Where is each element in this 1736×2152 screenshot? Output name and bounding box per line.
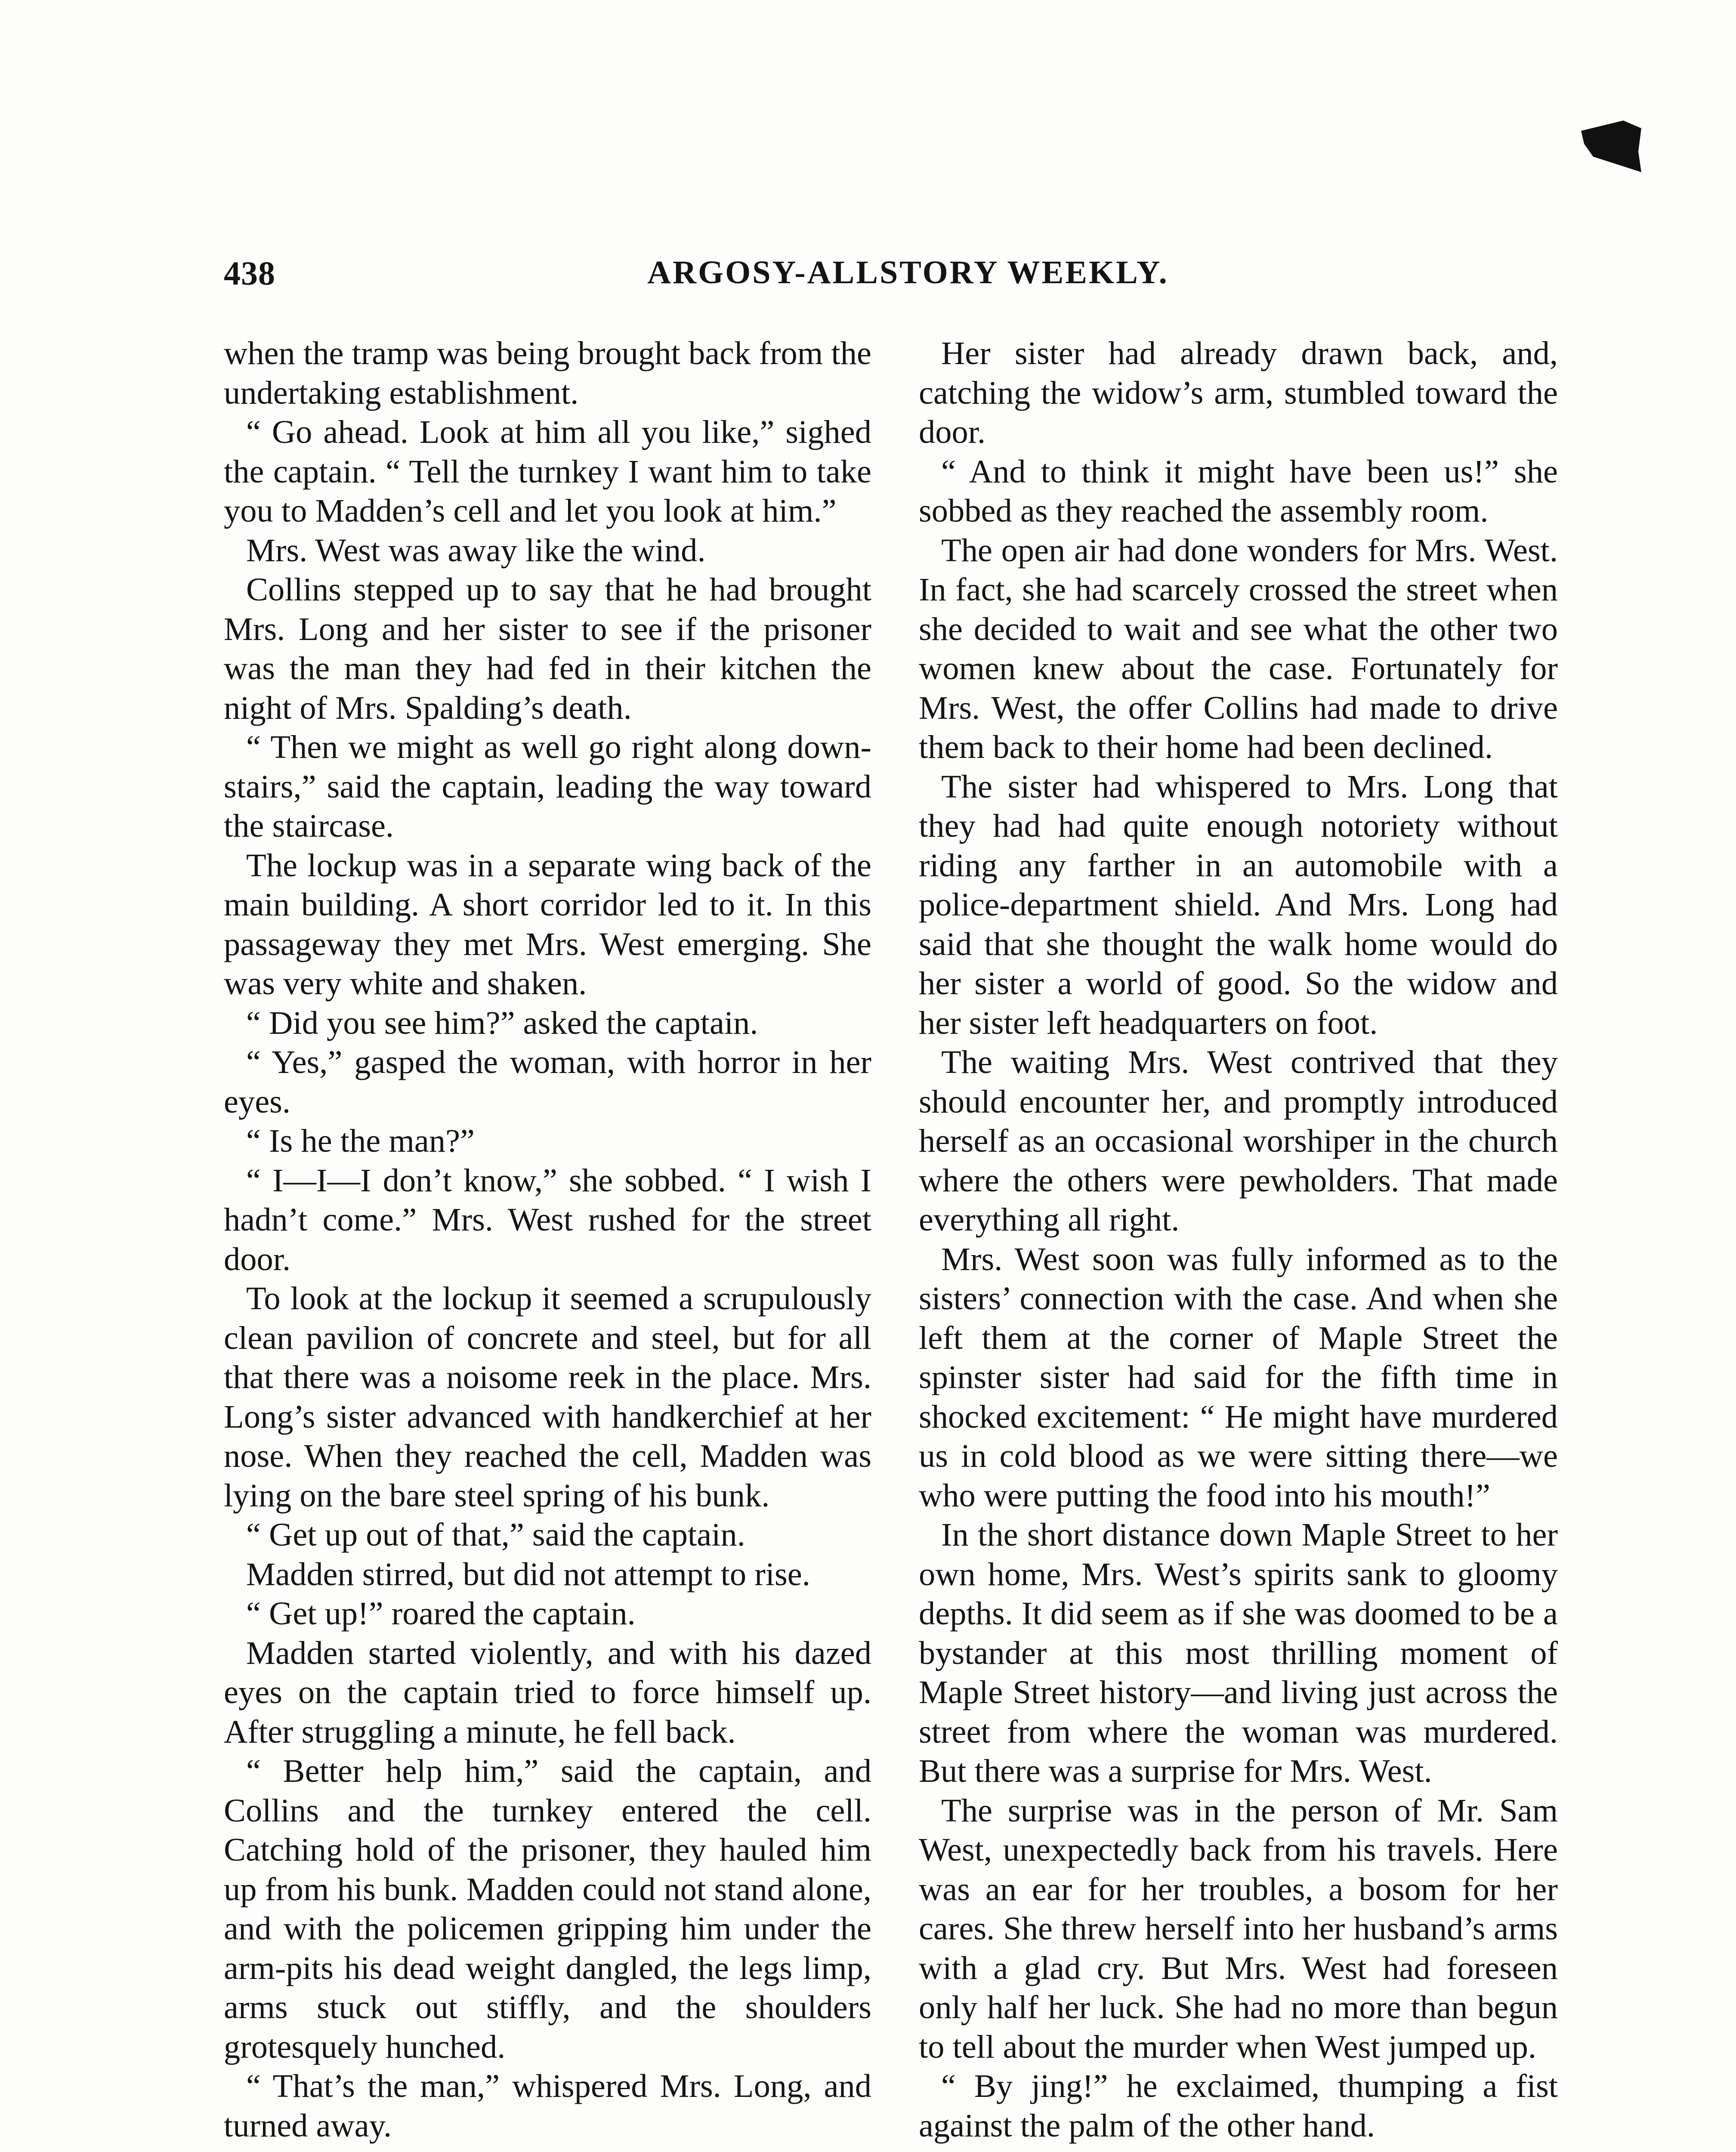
paragraph: Collins stepped up to say that he had brought Mrs. Long and her sister to see if the prisoner was the man they had fed in their kitchen the night of Mrs. Spalding’s death. xyxy=(224,571,871,726)
paragraph: “ That’s the man,” whispered Mrs. Long, and turned away. xyxy=(224,2068,871,2144)
paragraph: Her sister had already drawn back, and, catching the widow’s arm, stumbled toward the door. xyxy=(919,335,1558,450)
paragraph: In the short distance down Maple Street to her own home, Mrs. West’s spirits sank to gloomy depths. It did seem as if she was doomed to be a bystander at this most thrilling moment of Maple Street history—and living just across the street from where the woman was murdered. But there was a surprise for Mrs. West. xyxy=(919,1516,1558,1789)
paragraph: The lockup was in a separate wing back of the main building. A short corridor led to it. In this passageway they met Mrs. West emerging. She was very white and shaken. xyxy=(224,847,871,1002)
paragraph: Mrs. West soon was fully informed as to the sisters’ connection with the case. And when she left them at the corner of Maple Street the spinster sister had said for the fifth time in shocked excitement: “ He might have murdered us in cold blood as we were sitting there—we who were putting the food into his mouth!” xyxy=(919,1240,1558,1514)
paragraph: Mrs. West was away like the wind. xyxy=(246,532,706,569)
paragraph: The surprise was in the person of Mr. Sam West, unexpectedly back from his travels. Here was an ear for her troubles, a bosom for her cares. She threw herself into her husband’s arms with a glad cry. But Mrs. West had foreseen only half her luck. She had no more than begun to tell about the murder when West jumped up. xyxy=(919,1792,1558,2065)
right-text-column xyxy=(919,334,1558,2145)
paragraph: “ Yes,” gasped the woman, with horror in her eyes. xyxy=(224,1044,871,1120)
left-text-column xyxy=(224,334,871,2145)
paragraph: “ By jing!” he exclaimed, thumping a fist against the palm of the other hand. xyxy=(919,2068,1558,2144)
paragraph: “ Did you see him?” asked the captain. xyxy=(246,1004,758,1041)
paragraph: The open air had done wonders for Mrs. West. In fact, she had scarcely crossed the street when she decided to wait and see what the other two women knew about the case. Fortunately for Mrs. West, the offer Collins had made to drive them back to their home had been declined. xyxy=(919,532,1558,765)
paragraph: when the tramp was being brought back from the undertaking establishment. xyxy=(224,335,871,411)
ink-blot-decoration xyxy=(1581,121,1641,172)
paragraph: Madden started violently, and with his dazed eyes on the captain tried to force himself up. After struggling a minute, he fell back. xyxy=(224,1634,871,1750)
paragraph: “ Then we might as well go right along down-stairs,” said the captain, leading the way toward the staircase. xyxy=(224,729,871,844)
page-number: 438 xyxy=(224,254,275,292)
paragraph: Madden stirred, but did not attempt to rise. xyxy=(246,1555,810,1592)
page-header xyxy=(224,254,1592,306)
paragraph: The waiting Mrs. West contrived that they should encounter her, and promptly introduced herself as an occasional worshiper in the church where the others were pewholders. That made everything all right. xyxy=(919,1044,1558,1238)
paragraph: “ Get up!” roared the captain. xyxy=(246,1595,636,1632)
paragraph: “ Better help him,” said the captain, and Collins and the turnkey entered the cell. Catching hold of the prisoner, they hauled him up from his bunk. Madden could not stand alone, and with the policemen gripping him under the arm-pits his dead weight dangled, the legs limp, arms stuck out stiffly, and the shoulders grotesquely hunched. xyxy=(224,1753,871,2065)
paragraph: “ And to think it might have been us!” she sobbed as they reached the assembly room. xyxy=(919,453,1558,529)
paragraph: “ Is he the man?” xyxy=(246,1122,475,1159)
paragraph: “ Go ahead. Look at him all you like,” sighed the captain. “ Tell the turnkey I want him to take you to Madden’s cell and let you look at him.” xyxy=(224,414,871,529)
running-head: ARGOSY-ALLSTORY WEEKLY. xyxy=(647,254,1169,291)
paragraph: “ Get up out of that,” said the captain. xyxy=(246,1516,745,1553)
paragraph: To look at the lockup it seemed a scrupulously clean pavilion of concrete and steel, but for all that there was a noisome reek in the place. Mrs. Long’s sister advanced with handkerchief at her nose. When they reached the cell, Madden was lying on the bare steel spring of his bunk. xyxy=(224,1280,871,1514)
paragraph: The sister had whispered to Mrs. Long that they had had quite enough notoriety without riding any farther in an automobile with a police-department shield. And Mrs. Long had said that she thought the walk home would do her sister a world of good. So the widow and her sister left headquarters on foot. xyxy=(919,768,1558,1041)
paragraph: “ I—I—I don’t know,” she sobbed. “ I wish I hadn’t come.” Mrs. West rushed for the street door. xyxy=(224,1162,871,1277)
